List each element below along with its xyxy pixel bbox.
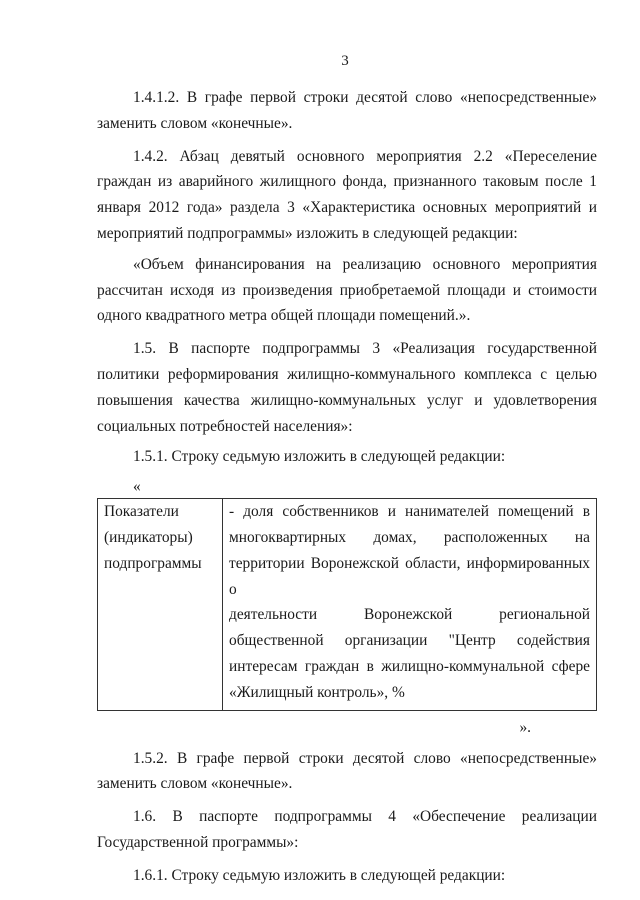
paragraph-1-5-1: 1.5.1. Строку седьмую изложить в следующей редакции: bbox=[133, 448, 506, 466]
value-line: интересам граждан в жилищно-коммунальной сфере bbox=[229, 657, 590, 675]
value-line: - доля собственников и нанимателей помещений в bbox=[229, 503, 590, 521]
document-body bbox=[97, 85, 597, 889]
indicator-label-cell bbox=[98, 499, 223, 710]
table-row bbox=[98, 499, 597, 710]
value-line: многоквартирных домах, расположенных на bbox=[229, 528, 590, 546]
label-line: Показатели bbox=[104, 503, 179, 521]
paragraph-1-4-1-2: 1.4.1.2. В графе первой строки десятой слово «непосредственные» заменить словом «конечные». bbox=[97, 89, 597, 132]
paragraph-1-5-2: 1.5.2. В графе первой строки десятой слово «непосредственные» заменить словом «конечные». bbox=[97, 749, 597, 793]
indicator-value-cell bbox=[223, 499, 597, 710]
label-line: (индикаторы) bbox=[104, 528, 193, 546]
label-line: подпрограммы bbox=[104, 554, 202, 572]
value-line: «Жилищный контроль», % bbox=[229, 683, 405, 701]
value-line: территории Воронежской области, информированных о bbox=[229, 554, 590, 598]
paragraph-1-5: 1.5. В паспорте подпрограммы 3 «Реализация государственной политики реформирования жилищно-коммунального комплекса с целью повышения качества жилищно-коммунальных услуг и удовлетворения социальных потребностей населения»: bbox=[97, 340, 597, 435]
paragraph-1-6: 1.6. В паспорте подпрограммы 4 «Обеспечение реализации Государственной программы»: bbox=[97, 808, 597, 851]
value-line: деятельности Воронежской региональной bbox=[229, 606, 590, 624]
page-number: 3 bbox=[341, 53, 349, 69]
table-open-quote: « bbox=[133, 478, 141, 496]
table-close-quote: ». bbox=[519, 718, 531, 736]
indicators-table bbox=[97, 498, 597, 710]
paragraph-1-4-2: 1.4.2. Абзац девятый основного мероприятия 2.2 «Переселение граждан из аварийного жилищного фонда, признанного таковым после 1 января 2012 года» раздела 3 «Характеристика основных мероприятий и мероприятий подпрограммы» изложить в следующей редакции: bbox=[97, 147, 597, 242]
paragraph-1-6-1: 1.6.1. Строку седьмую изложить в следующей редакции: bbox=[133, 866, 506, 884]
value-line: общественной организации "Центр содействия bbox=[229, 632, 590, 650]
paragraph-financing-quote: «Объем финансирования на реализацию основного мероприятия рассчитан исходя из произведения приобретаемой площади и стоимости одного квадратного метра общей площади помещений.». bbox=[97, 255, 597, 325]
